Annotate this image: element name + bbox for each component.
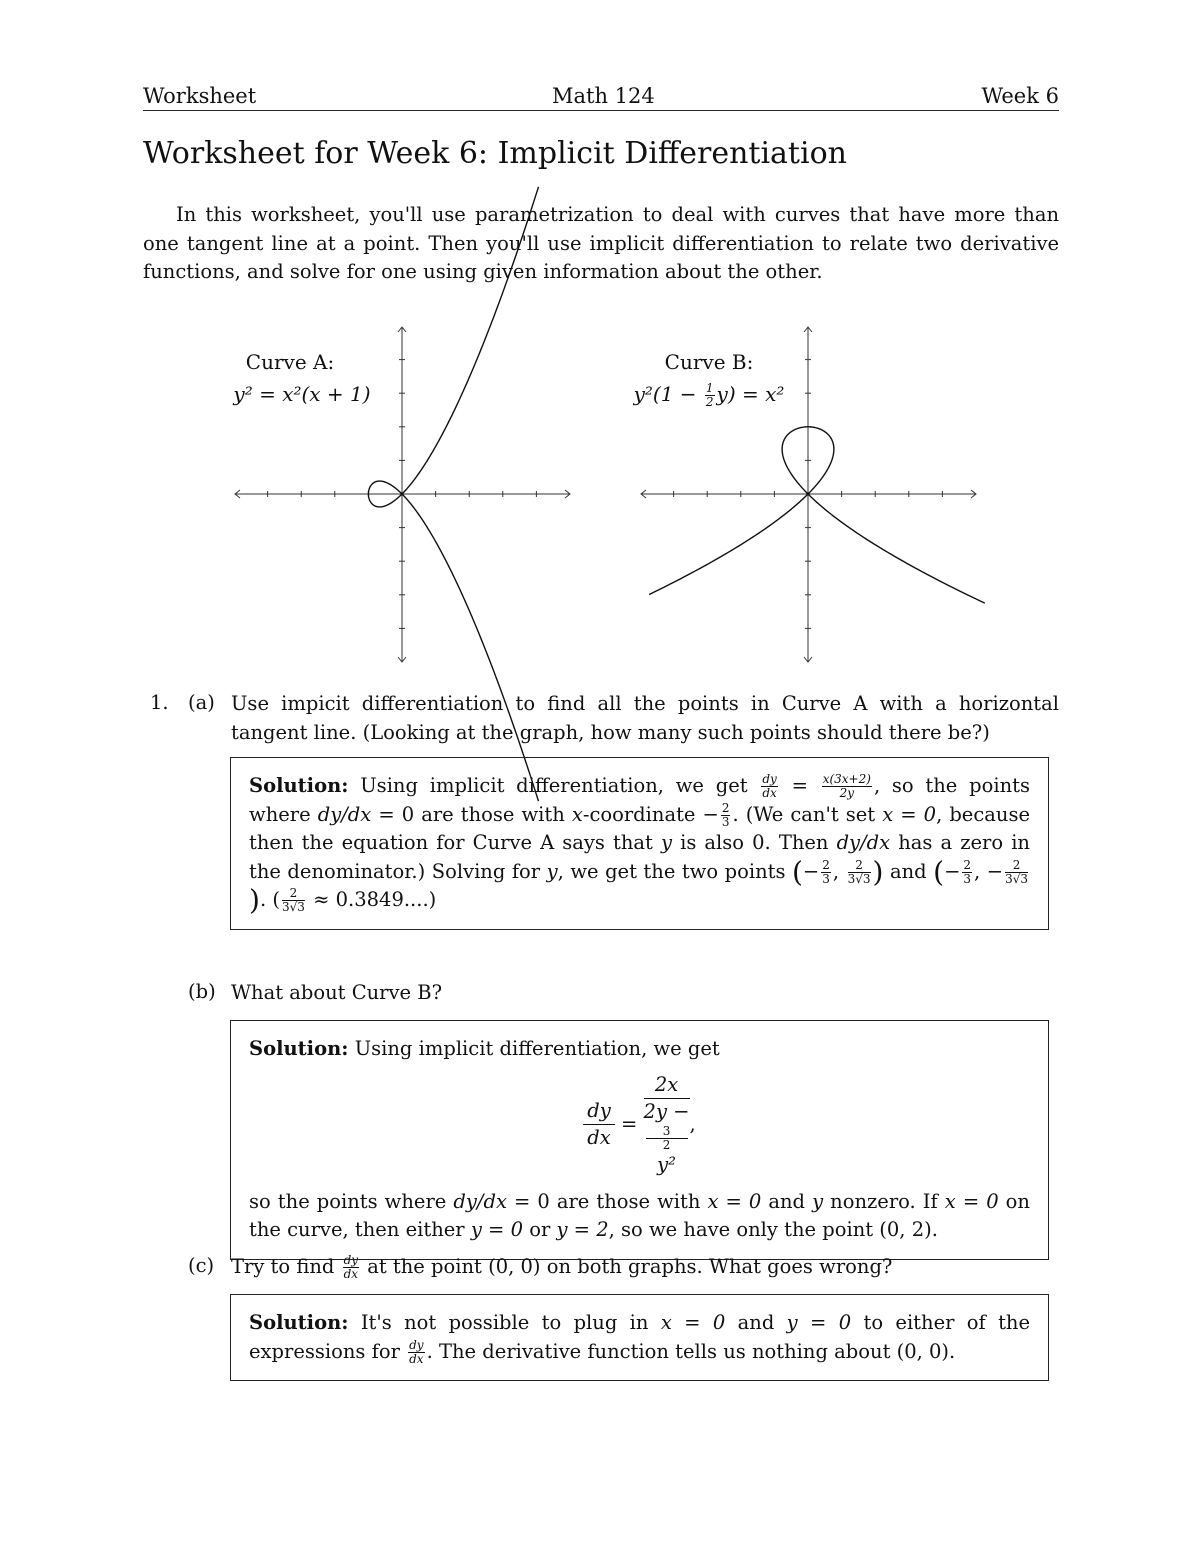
- curve-a-label: Curve A:: [245, 350, 335, 374]
- part-a-question: Use impicit differentiation to find all the points in Curve A with a horizontal tangent line. (Looking at the graph, how many such points should there be?): [231, 692, 1059, 744]
- question-number: 1.: [150, 691, 169, 714]
- curve-b-label: Curve B:: [664, 350, 754, 374]
- page-title: Worksheet for Week 6: Implicit Differentiation: [143, 136, 847, 171]
- part-b-marker: (b): [188, 980, 216, 1003]
- header-left: Worksheet: [143, 84, 257, 108]
- solution-label: Solution:: [249, 774, 349, 797]
- header-rule: [143, 110, 1059, 111]
- header-center: Math 124: [552, 84, 655, 108]
- part-a-solution: Solution: Using implicit differentiation, we get $\frac{dy}{dx}$ = $\frac{x(3x+2)}{2y}$ , so the points where dy/dx = 0 are those with x-coordinate − $\frac{2}{3}$ . (We can't set x = 0, because then the equation for Curve A says that y is also 0. Then dy/dx has a zero in the denominator.) Solving for y, we get the two points (− $\frac{2}{3}$ , $\frac{2}{3√3}$ ) and (− $\frac{2}{3}$ , − $\frac{2}{3√3}$ ). ( $\frac{2}{3√3}$ ≈ 0.3849....): [230, 757, 1049, 930]
- header-right: Week 6: [981, 84, 1059, 108]
- part-a-marker: (a): [188, 691, 215, 714]
- part-b-solution: Solution: Using implicit differentiation, we get $\frac{dy}{dx}$ = 2x 2y − 3 2 y² , so the points where dy/dx = 0 are those with x = 0 and y nonzero. If x = 0 on the curve, then either y = 0 or y = 2, so we have only the point (0, 2).: [230, 1020, 1049, 1260]
- part-c-question: Try to find $\frac{dy}{dx}$ at the point (0, 0) on both graphs. What goes wrong?: [231, 1253, 893, 1281]
- derivative-equation: $\frac{dy}{dx}$ = 2x 2y − 3 2 y² ,: [249, 1072, 1030, 1178]
- solution-label: Solution:: [249, 1037, 349, 1060]
- part-c-solution: Solution: It's not possible to plug in x = 0 and y = 0 to either of the expressions for $\frac{dy}{dx}$ . The derivative function tells us nothing about (0, 0).: [230, 1294, 1049, 1381]
- curve-a-equation: y² = x²(x + 1): [233, 382, 371, 406]
- part-c-marker: (c): [188, 1254, 215, 1277]
- part-b-question: What about Curve B?: [231, 981, 443, 1004]
- solution-label: Solution:: [249, 1311, 349, 1334]
- curve-b-equation: y²(1 − $\frac{1}{2}$ y) = x²: [633, 381, 785, 409]
- curve-b-plot: [649, 427, 985, 603]
- intro-paragraph: In this worksheet, you'll use parametrization to deal with curves that have more than one tangent line at a point. Then you'll use implicit differentiation to relate two derivative functions, and solve for one using given information about the other.: [143, 203, 1059, 283]
